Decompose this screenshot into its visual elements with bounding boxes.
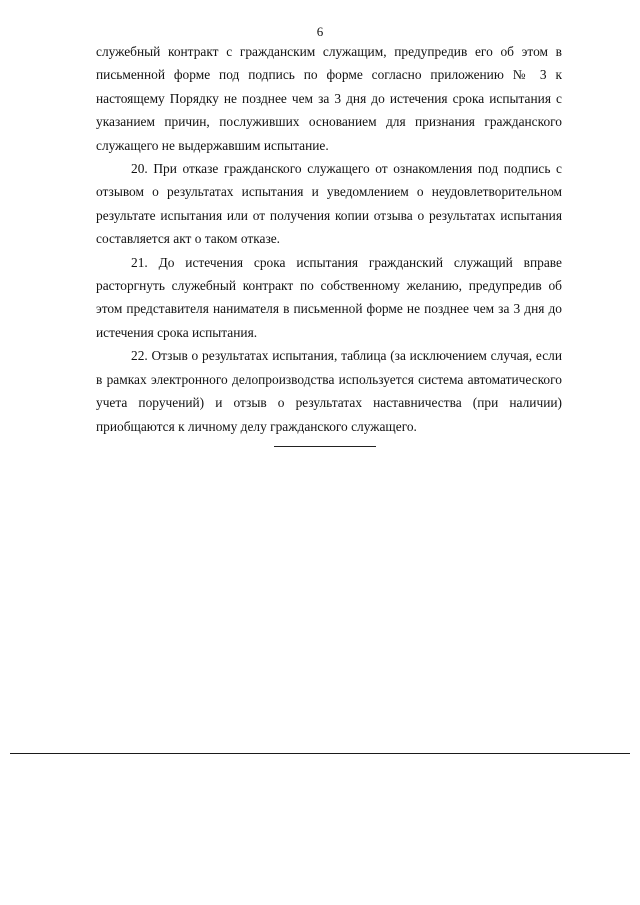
document-body [96,40,562,438]
footer-divider-line [10,753,630,754]
paragraph-continuation: служебный контракт с гражданским служащим, предупредив его об этом в письменной форме под подпись по форме согласно приложению № 3 к настоящему Порядку не позднее чем за 3 дня до истечения срока испытания с указанием причин, послуживших основанием для признания гражданского служащего не выдержавшим испытание. [96,44,562,153]
paragraph-21: 21. До истечения срока испытания гражданский служащий вправе расторгнуть служебный контракт по собственному желанию, предупредив об этом представителя нанимателя в письменной форме не позднее чем за 3 дня до истечения срока испытания. [96,254,562,340]
end-of-text-rule [274,446,376,447]
page-number: 6 [316,24,324,39]
paragraph-22: 22. Отзыв о результатах испытания, таблица (за исключением случая, если в рамках электронного делопроизводства используется система автоматического учета поручений) и отзыв о результатах наставничества (при наличии) приобщаются к личному делу гражданского служащего. [96,348,562,434]
paragraph-20: 20. При отказе гражданского служащего от ознакомления под подпись с отзывом о результатах испытания и уведомлением о неудовлетворительном результате испытания или от получения копии отзыва о результатах испытания составляется акт о таком отказе. [96,161,562,247]
